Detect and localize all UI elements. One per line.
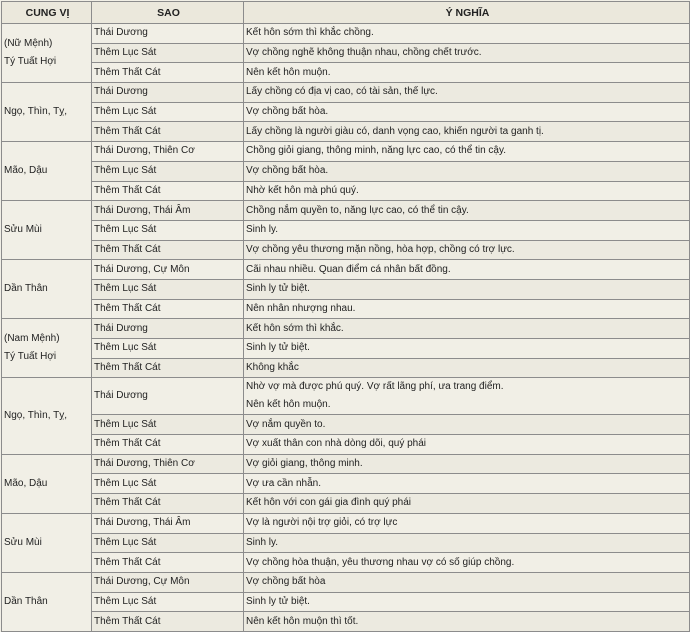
cung-vi-label: Dần Thân xyxy=(4,283,48,295)
cung-vi-cell xyxy=(2,513,92,572)
y-nghia-text: Vợ chồng hòa thuận, yêu thương nhau vợ có số giúp chồng. xyxy=(246,556,515,568)
y-nghia-text: Vợ chồng bất hòa. xyxy=(246,106,329,118)
table-row xyxy=(2,494,690,514)
cung-vi-cell xyxy=(2,201,92,260)
table-row xyxy=(2,220,690,240)
table-row xyxy=(2,201,690,221)
sao-cell: Thêm Lục Sát xyxy=(92,339,244,359)
y-nghia-cell xyxy=(244,494,690,514)
table-row xyxy=(2,102,690,122)
sao-cell: Thái Dương, Thái Âm xyxy=(92,513,244,533)
y-nghia-text: Sinh ly tử biệt. xyxy=(246,595,310,607)
sao-cell: Thái Dương xyxy=(92,319,244,339)
y-nghia-text: Kết hôn với con gái gia đình quý phái xyxy=(246,497,412,509)
table-row xyxy=(2,612,690,632)
cung-vi-label: Sửu Mùi xyxy=(4,536,42,548)
table-row xyxy=(2,572,690,592)
y-nghia-cell xyxy=(244,474,690,494)
sao-cell: Thái Dương, Cự Môn xyxy=(92,260,244,280)
cung-vi-label: Ngọ, Thìn, Tỵ, xyxy=(4,106,67,118)
sao-cell: Thêm Thất Cát xyxy=(92,494,244,514)
y-nghia-cell xyxy=(244,533,690,553)
sao-cell: Thêm Thất Cát xyxy=(92,299,244,319)
sao-cell: Thêm Thất Cát xyxy=(92,435,244,455)
sao-cell: Thêm Thất Cát xyxy=(92,240,244,260)
sao-cell: Thêm Lục Sát xyxy=(92,102,244,122)
y-nghia-cell xyxy=(244,299,690,319)
y-nghia-text: Chồng nắm quyền to, năng lực cao, có thể tin cậy. xyxy=(246,204,469,216)
sao-cell: Thêm Lục Sát xyxy=(92,415,244,435)
table-row xyxy=(2,161,690,181)
table-row xyxy=(2,63,690,83)
table-body xyxy=(2,24,690,632)
y-nghia-cell xyxy=(244,435,690,455)
y-nghia-text: Lấy chồng có địa vị cao, có tài sản, thế lực. xyxy=(246,86,438,98)
table-row xyxy=(2,592,690,612)
cung-vi-cell xyxy=(2,83,92,142)
y-nghia-text: Vợ giỏi giang, thông minh. xyxy=(246,458,363,470)
y-nghia-cell xyxy=(244,24,690,44)
sao-cell: Thái Dương xyxy=(92,83,244,103)
cung-vi-label: Mão, Dậu xyxy=(4,165,48,177)
header-cung-vi: CUNG VỊ xyxy=(2,2,92,24)
y-nghia-cell xyxy=(244,612,690,632)
y-nghia-text: Lấy chồng là người giàu có, danh vọng cao, khiến người ta ganh tị. xyxy=(246,125,544,137)
y-nghia-text: Vợ là người nội trợ giỏi, có trợ lực xyxy=(246,517,398,529)
y-nghia-text: Nên kết hôn muộn thì tốt. xyxy=(246,615,359,627)
y-nghia-text: Vợ xuất thân con nhà dòng dõi, quý phái xyxy=(246,438,427,450)
y-nghia-text: Sinh ly tử biệt. xyxy=(246,342,310,354)
sao-cell: Thêm Thất Cát xyxy=(92,612,244,632)
header-y-nghia: Ý NGHĨA xyxy=(244,2,690,24)
header-sao: SAO xyxy=(92,2,244,24)
header-row xyxy=(2,2,690,24)
meaning-table xyxy=(1,1,690,632)
sao-cell: Thái Dương, Thái Âm xyxy=(92,201,244,221)
y-nghia-cell xyxy=(244,122,690,142)
table-row xyxy=(2,339,690,359)
y-nghia-text: Sinh ly. xyxy=(246,536,279,548)
sao-cell: Thêm Thất Cát xyxy=(92,358,244,378)
y-nghia-cell xyxy=(244,279,690,299)
sao-cell: Thêm Lục Sát xyxy=(92,592,244,612)
y-nghia-cell xyxy=(244,572,690,592)
y-nghia-text: Chồng giỏi giang, thông minh, năng lực cao, có thể tin cậy. xyxy=(246,145,507,157)
y-nghia-cell xyxy=(244,43,690,63)
sao-cell: Thêm Lục Sát xyxy=(92,474,244,494)
cung-vi-cell xyxy=(2,572,92,631)
y-nghia-cell xyxy=(244,201,690,221)
y-nghia-text: Vợ chồng nghẽ không thuận nhau, chồng chết trước. xyxy=(246,47,482,59)
y-nghia-cell xyxy=(244,319,690,339)
cung-vi-cell xyxy=(2,319,92,378)
y-nghia-cell xyxy=(244,339,690,359)
y-nghia-cell xyxy=(244,181,690,201)
y-nghia-text: Kết hôn sớm thì khắc chồng. xyxy=(246,27,374,39)
cung-vi-cell xyxy=(2,454,92,513)
table-row xyxy=(2,533,690,553)
sao-cell: Thái Dương, Thiên Cơ xyxy=(92,454,244,474)
table-row xyxy=(2,299,690,319)
y-nghia-cell xyxy=(244,454,690,474)
y-nghia-text: Sinh ly tử biệt. xyxy=(246,283,310,295)
y-nghia-text: Sinh ly. xyxy=(246,224,279,236)
sao-cell: Thêm Lục Sát xyxy=(92,220,244,240)
cung-vi-cell xyxy=(2,142,92,201)
table-row xyxy=(2,513,690,533)
y-nghia-text: Vợ chồng bất hòa. xyxy=(246,165,329,177)
y-nghia-text: Cãi nhau nhiều. Quan điểm cá nhân bất đồng. xyxy=(246,263,451,275)
sao-cell: Thêm Lục Sát xyxy=(92,161,244,181)
cung-vi-label: (Nữ Mệnh) xyxy=(4,38,53,50)
sao-cell: Thái Dương, Thiên Cơ xyxy=(92,142,244,162)
y-nghia-cell xyxy=(244,513,690,533)
y-nghia-cell xyxy=(244,592,690,612)
table-row xyxy=(2,553,690,573)
table-row xyxy=(2,378,690,415)
table-row xyxy=(2,319,690,339)
table-row xyxy=(2,24,690,44)
y-nghia-text: Kết hôn sớm thì khắc. xyxy=(246,322,344,334)
table-row xyxy=(2,122,690,142)
sao-cell: Thái Dương xyxy=(92,24,244,44)
y-nghia-cell xyxy=(244,415,690,435)
table-row xyxy=(2,415,690,435)
y-nghia-text: Nhờ vợ mà được phú quý. Vợ rất lãng phí, ưa trang điểm. xyxy=(246,381,504,393)
y-nghia-text: Nên kết hôn muộn. xyxy=(246,399,331,411)
sao-cell: Thêm Thất Cát xyxy=(92,181,244,201)
y-nghia-cell xyxy=(244,378,690,415)
y-nghia-cell xyxy=(244,142,690,162)
y-nghia-cell xyxy=(244,220,690,240)
y-nghia-cell xyxy=(244,553,690,573)
y-nghia-cell xyxy=(244,260,690,280)
cung-vi-label: Mão, Dậu xyxy=(4,477,48,489)
y-nghia-cell xyxy=(244,161,690,181)
y-nghia-text: Vợ nắm quyền to. xyxy=(246,418,326,430)
y-nghia-text: Vợ chồng yêu thương mặn nồng, hòa hợp, chồng có trợ lực. xyxy=(246,243,515,255)
table-row xyxy=(2,474,690,494)
cung-vi-cell xyxy=(2,24,92,83)
table-row xyxy=(2,260,690,280)
sao-cell: Thái Dương xyxy=(92,378,244,415)
table-row xyxy=(2,142,690,162)
y-nghia-text: Nhờ kết hôn mà phú quý. xyxy=(246,184,359,196)
sao-cell: Thêm Lục Sát xyxy=(92,43,244,63)
y-nghia-text: Nên kết hôn muộn. xyxy=(246,66,331,78)
cung-vi-label: Dần Thân xyxy=(4,595,48,607)
table-row xyxy=(2,181,690,201)
y-nghia-text: Nên nhân nhượng nhau. xyxy=(246,302,356,314)
table-row xyxy=(2,454,690,474)
cung-vi-label: Ngọ, Thìn, Tỵ, xyxy=(4,410,67,422)
y-nghia-cell xyxy=(244,358,690,378)
y-nghia-text: Vợ ưa cần nhẫn. xyxy=(246,477,321,489)
table-row xyxy=(2,240,690,260)
y-nghia-cell xyxy=(244,83,690,103)
sao-cell: Thêm Thất Cát xyxy=(92,63,244,83)
y-nghia-text: Vợ chồng bất hòa xyxy=(246,576,326,588)
y-nghia-cell xyxy=(244,102,690,122)
cung-vi-label: Tý Tuất Hợi xyxy=(4,56,57,68)
cung-vi-cell xyxy=(2,378,92,454)
table-row xyxy=(2,83,690,103)
sao-cell: Thêm Lục Sát xyxy=(92,533,244,553)
sao-cell: Thêm Lục Sát xyxy=(92,279,244,299)
cung-vi-label: Tý Tuất Hợi xyxy=(4,351,57,363)
sao-cell: Thêm Thất Cát xyxy=(92,553,244,573)
y-nghia-text: Không khắc xyxy=(246,362,299,374)
sao-cell: Thái Dương, Cự Môn xyxy=(92,572,244,592)
table-row xyxy=(2,358,690,378)
y-nghia-cell xyxy=(244,240,690,260)
cung-vi-label: Sửu Mùi xyxy=(4,224,42,236)
table-row xyxy=(2,279,690,299)
cung-vi-cell xyxy=(2,260,92,319)
table-row xyxy=(2,43,690,63)
y-nghia-cell xyxy=(244,63,690,83)
table-row xyxy=(2,435,690,455)
sao-cell: Thêm Thất Cát xyxy=(92,122,244,142)
cung-vi-label: (Nam Mệnh) xyxy=(4,333,60,345)
